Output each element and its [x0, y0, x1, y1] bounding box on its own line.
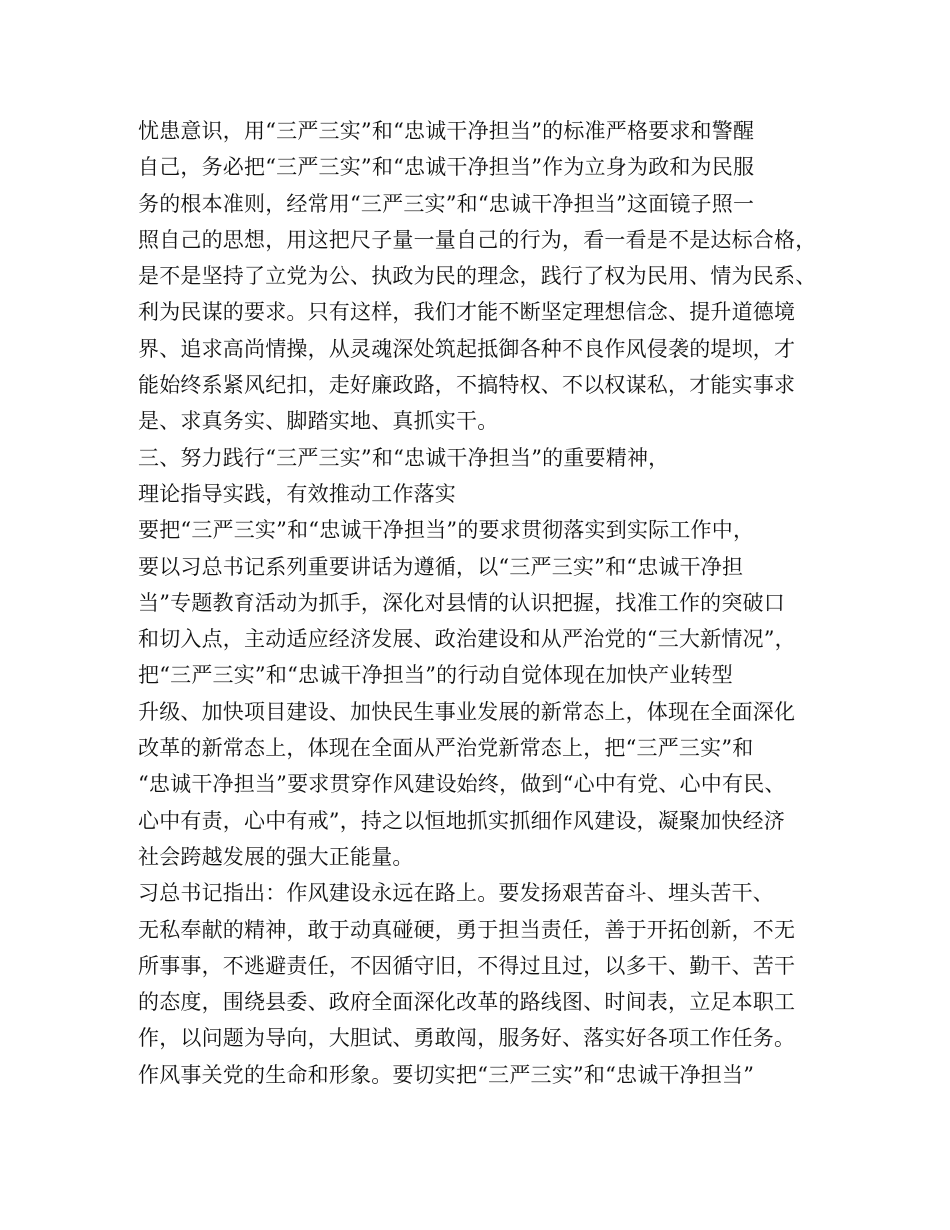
text-line: 要把“三严三实”和“忠诚干净担当”的要求贯彻落实到实际工作中， — [138, 518, 755, 543]
section-heading: 理论指导实践，有效推动工作落实 — [138, 481, 456, 506]
text-line: 作风事关党的生命和形象。要切实把“三严三实”和“忠诚干净担当” — [138, 1062, 755, 1087]
text-line: 心中有责，心中有戒”，持之以恒地抓实抓细作风建设，凝聚加快经济 — [138, 808, 785, 833]
text-line: 作，以问题为导向，大胆试、勇敢闯，服务好、落实好各项工作任务。 — [138, 1026, 796, 1051]
text-line: 忧患意识，用“三严三实”和“忠诚干净担当”的标准严格要求和警醒 — [138, 119, 755, 143]
text-line: 界、追求高尚情操，从灵魂深处筑起抵御各种不良作风侵袭的堤坝，才 — [138, 336, 796, 361]
text-line: 务的根本准则，经常用“三严三实”和“忠诚干净担当”这面镜子照一 — [138, 191, 755, 216]
text-line: 社会跨越发展的强大正能量。 — [138, 844, 414, 869]
text-line: “忠诚干净担当”要求贯穿作风建设始终，做到“心中有党、心中有民、 — [138, 772, 786, 797]
text-line: 要以习总书记系列重要讲话为遵循，以“三严三实”和“忠诚干净担 — [138, 554, 744, 579]
text-line: 当”专题教育活动为抓手，深化对县情的认识把握，找准工作的突破口 — [138, 590, 785, 615]
text-line: 升级、加快项目建设、加快民生事业发展的新常态上，体现在全面深化 — [138, 699, 796, 724]
text-line: 是不是坚持了立党为公、执政为民的理念，践行了权为民用、情为民系、 — [138, 264, 817, 289]
text-line: 自己，务必把“三严三实”和“忠诚干净担当”作为立身为政和为民服 — [138, 155, 755, 180]
text-line: 和切入点，主动适应经济发展、政治建设和从严治党的“三大新情况”， — [138, 627, 796, 652]
text-line: 的态度，围绕县委、政府全面深化改革的路线图、时间表，立足本职工 — [138, 990, 796, 1015]
text-line: 习总书记指出：作风建设永远在路上。要发扬艰苦奋斗、埋头苦干、 — [138, 881, 774, 906]
text-line: 改革的新常态上，体现在全面从严治党新常态上，把“三严三实”和 — [138, 736, 754, 761]
text-line: 所事事，不逃避责任，不因循守旧，不得过且过，以多干、勤干、苦干 — [138, 953, 796, 978]
text-line: 能始终系紧风纪扣，走好廉政路，不搞特权、不以权谋私，才能实事求 — [138, 373, 796, 398]
text-line: 利为民谋的要求。只有这样，我们才能不断坚定理想信念、提升道德境 — [138, 300, 796, 325]
body-text — [138, 113, 828, 1093]
text-line: 照自己的思想，用这把尺子量一量自己的行为，看一看是不是达标合格， — [138, 227, 817, 252]
text-line: 无私奉献的精神，敢于动真碰硬，勇于担当责任，善于开拓创新，不无 — [138, 917, 796, 942]
section-heading: 三、努力践行“三严三实”和“忠诚干净担当”的重要精神， — [138, 445, 670, 470]
text-line: 是、求真务实、脚踏实地、真抓实干。 — [138, 409, 499, 434]
text-line: 把“三严三实”和“忠诚干净担当”的行动自觉体现在加快产业转型 — [138, 663, 733, 688]
